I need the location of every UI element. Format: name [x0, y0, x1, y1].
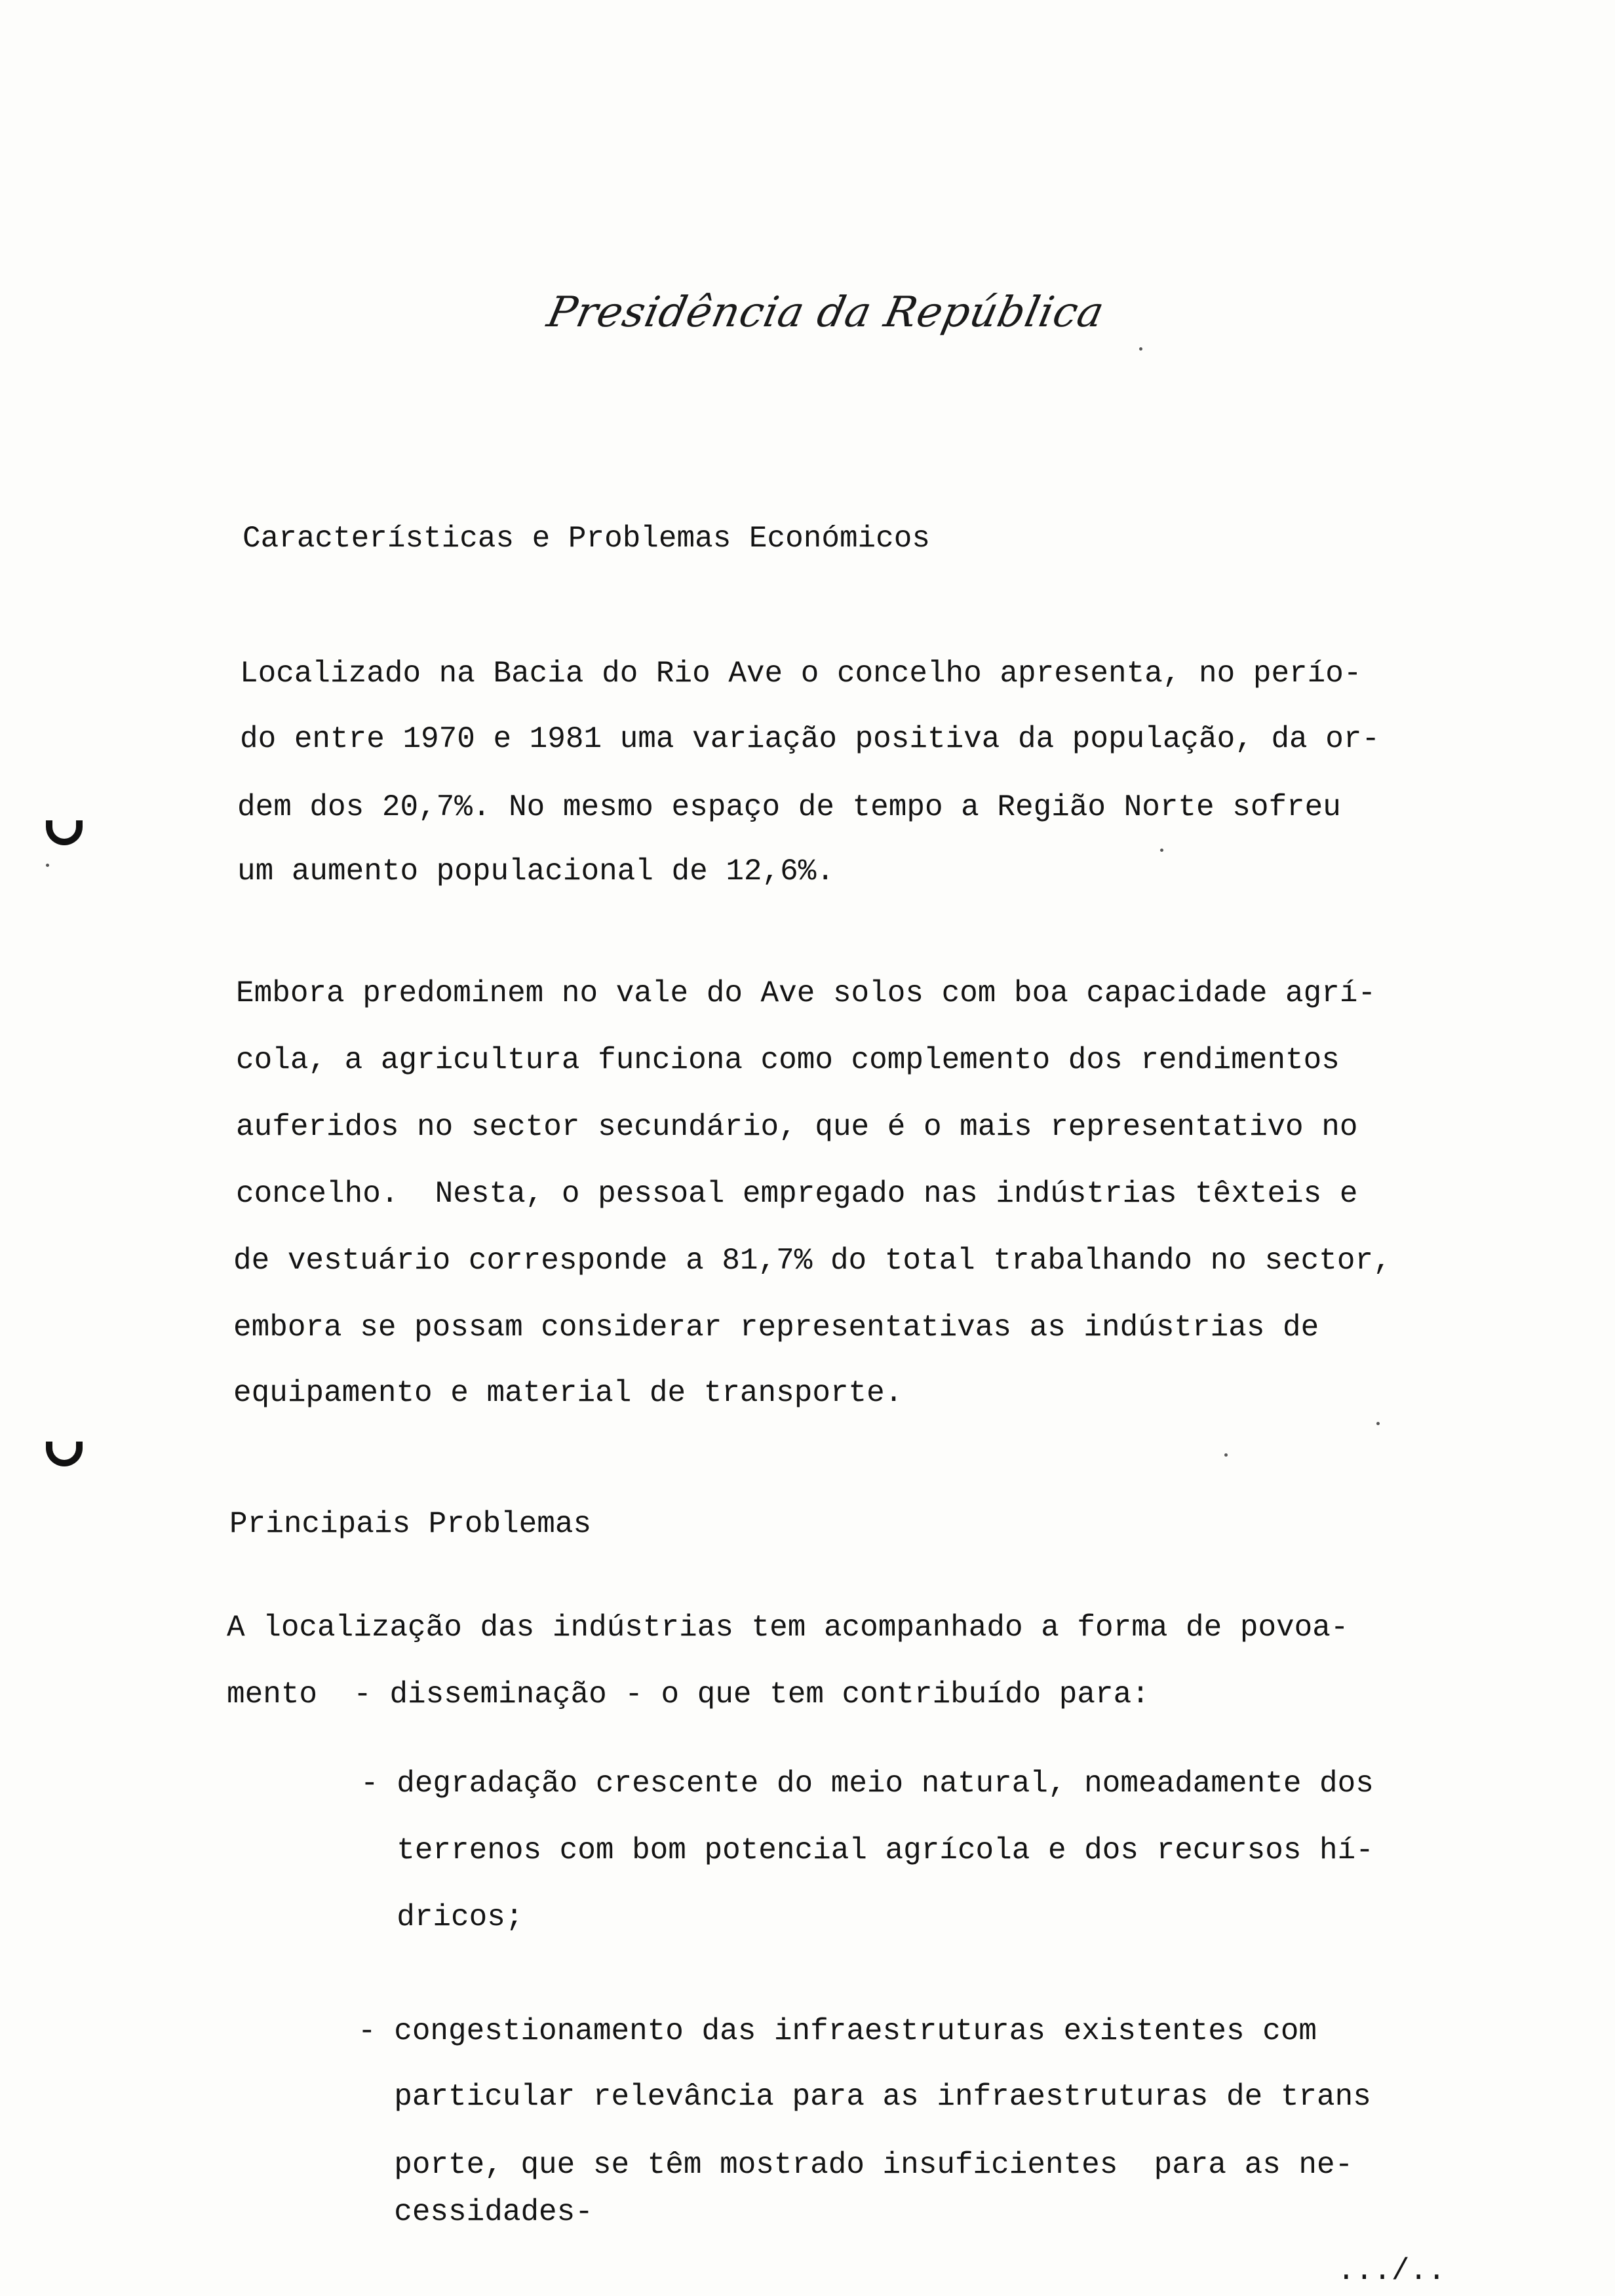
section-title-caracteristicas: Características e Problemas Económicos [243, 522, 930, 556]
paragraph-line: de vestuário corresponde a 81,7% do total trabalhando no sector, [233, 1244, 1391, 1278]
bullet-line: cessidades- [358, 2195, 593, 2229]
paragraph-line: embora se possam considerar representativas as indústrias de [233, 1311, 1319, 1345]
bullet-line: terrenos com bom potencial agrícola e dos recursos hí- [360, 1833, 1374, 1867]
paragraph-line: Embora predominem no vale do Ave solos com boa capacidade agrí- [236, 976, 1376, 1010]
bullet-line: - degradação crescente do meio natural, nomeadamente dos [360, 1767, 1374, 1801]
scan-speck [1224, 1453, 1228, 1457]
paragraph-line: dem dos 20,7%. No mesmo espaço de tempo a Região Norte sofreu [237, 790, 1341, 824]
paragraph-line: equipamento e material de transporte. [233, 1376, 903, 1410]
bullet-line: dricos; [360, 1900, 524, 1934]
scan-speck [46, 864, 49, 867]
letterhead: Presidência da República [543, 288, 1109, 337]
paragraph-line: A localização das indústrias tem acompanhado a forma de povoa- [227, 1611, 1349, 1645]
punch-hole-bottom [46, 1442, 83, 1466]
paragraph-line: concelho. Nesta, o pessoal empregado nas indústrias têxteis e [236, 1177, 1358, 1211]
paragraph-line: do entre 1970 e 1981 uma variação positiva da população, da or- [240, 722, 1380, 756]
paragraph-line: mento - disseminação - o que tem contribuído para: [227, 1677, 1150, 1712]
scan-speck [1376, 1422, 1380, 1425]
punch-hole-top [46, 820, 83, 845]
bullet-line: porte, que se têm mostrado insuficientes para as ne- [358, 2148, 1353, 2182]
paragraph-line: um aumento populacional de 12,6%. [237, 854, 834, 889]
bullet-line: - congestionamento das infraestruturas existentes com [358, 2014, 1317, 2048]
paragraph-line: Localizado na Bacia do Rio Ave o concelho apresenta, no perío- [240, 657, 1362, 691]
paragraph-line: auferidos no sector secundário, que é o mais representativo no [236, 1110, 1358, 1144]
scan-speck [1160, 849, 1163, 852]
continuation-mark: .../.. [1337, 2254, 1446, 2288]
section-title-principais-problemas: Principais Problemas [229, 1507, 592, 1541]
scan-speck [1139, 347, 1142, 351]
bullet-line: particular relevância para as infraestruturas de trans [358, 2080, 1371, 2114]
paragraph-line: cola, a agricultura funciona como complemento dos rendimentos [236, 1043, 1340, 1077]
